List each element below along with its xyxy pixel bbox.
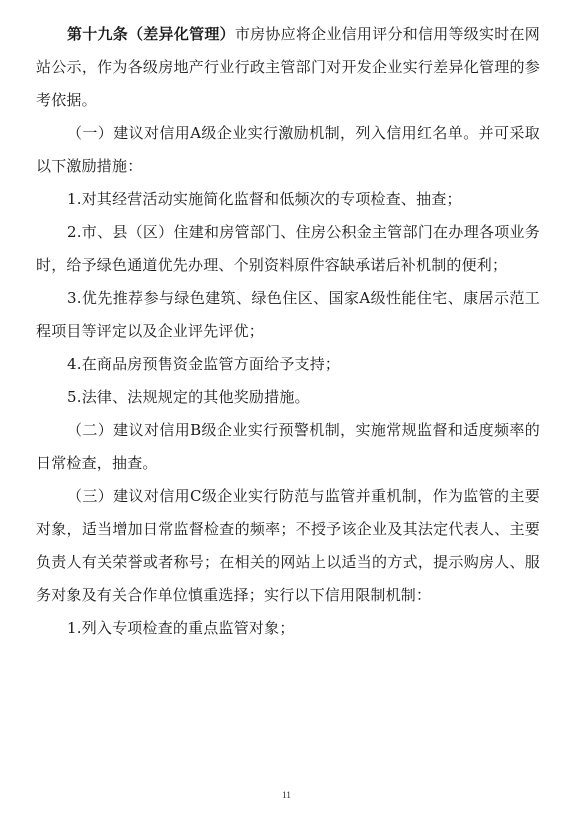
clause-1-intro: （一）建议对信用A级企业实行激励机制，列入信用红名单。并可采取以下激励措施： (36, 124, 540, 175)
clause-1-item-3: 3.优先推荐参与绿色建筑、绿色住区、国家A级性能住宅、康居示范工程项目等评定以及企业评先评优； (36, 289, 540, 340)
article-heading: 第十九条（差异化管理） (67, 25, 235, 43)
clause-1-item-4: 4.在商品房预售资金监管方面给予支持； (67, 355, 341, 373)
clause-3-item-1: 1.列入专项检查的重点监管对象； (67, 619, 295, 637)
clause-2: （二）建议对信用B级企业实行预警机制，实施常规监督和适度频率的日常检查，抽查。 (36, 421, 540, 472)
clause-1-item-5: 5.法律、法规规定的其他奖励措施。 (67, 388, 310, 406)
article-19-paragraph (36, 18, 540, 117)
article-intro: 市房协应将企业信用评分和信用等级实时在网站公示，作为各级房地产行业行政主管部门对开发企业实行差异化管理的参考依据。 (36, 25, 540, 109)
document-body (36, 18, 540, 645)
clause-1-item-2: 2.市、县（区）住建和房管部门、住房公积金主管部门在办理各项业务时，给予绿色通道优先办理、个别资料原件容缺承诺后补机制的便利； (36, 223, 540, 274)
page-number: 11 (282, 790, 291, 800)
clause-1-item-1: 1.对其经营活动实施简化监督和低频次的专项检查、抽查； (67, 190, 462, 208)
clause-3: （三）建议对信用C级企业实行防范与监管并重机制，作为监管的主要对象，适当增加日常监督检查的频率；不授予该企业及其法定代表人、主要负责人有关荣誉或者称号；在相关的网站上以适当的方式，提示购房人、服务对象及有关合作单位慎重选择；实行以下信用限制机制： (36, 487, 540, 604)
